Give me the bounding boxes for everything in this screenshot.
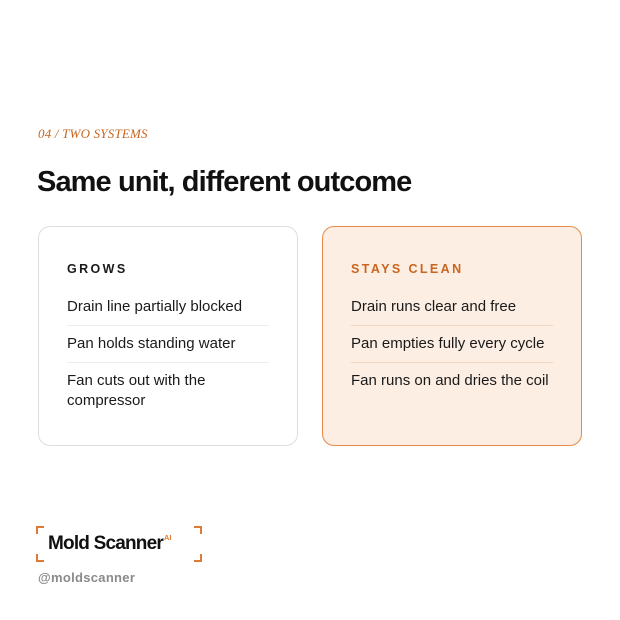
- brand-logo: [36, 526, 202, 562]
- stays-clean-card: [322, 226, 582, 446]
- grows-card-heading: GROWS: [67, 262, 128, 276]
- stays-clean-list-item: Pan empties fully every cycle: [351, 326, 553, 363]
- brand-name-text: Mold Scanner: [48, 533, 163, 554]
- page-title: Same unit, different outcome: [37, 166, 412, 198]
- grows-list-item: Fan cuts out with the compressor: [67, 372, 206, 409]
- stays-clean-card-heading: STAYS CLEAN: [351, 262, 464, 276]
- brand-name: [48, 533, 171, 555]
- stays-clean-list-item: Drain runs clear and free: [351, 289, 553, 326]
- stays-clean-list-item: Fan runs on and dries the coil: [351, 372, 549, 389]
- logo-frame-corner: [194, 526, 202, 534]
- stays-clean-list: [351, 289, 553, 399]
- section-label: 04 / TWO SYSTEMS: [38, 126, 148, 141]
- brand-badge: AI: [163, 533, 172, 542]
- grows-list-item: Pan holds standing water: [67, 326, 269, 363]
- logo-frame-corner: [36, 554, 44, 562]
- social-handle: @moldscanner: [38, 570, 136, 585]
- grows-card: [38, 226, 298, 446]
- grows-list: [67, 289, 269, 419]
- grows-list-item: Drain line partially blocked: [67, 289, 269, 326]
- logo-frame-corner: [36, 526, 44, 534]
- logo-frame-corner: [194, 554, 202, 562]
